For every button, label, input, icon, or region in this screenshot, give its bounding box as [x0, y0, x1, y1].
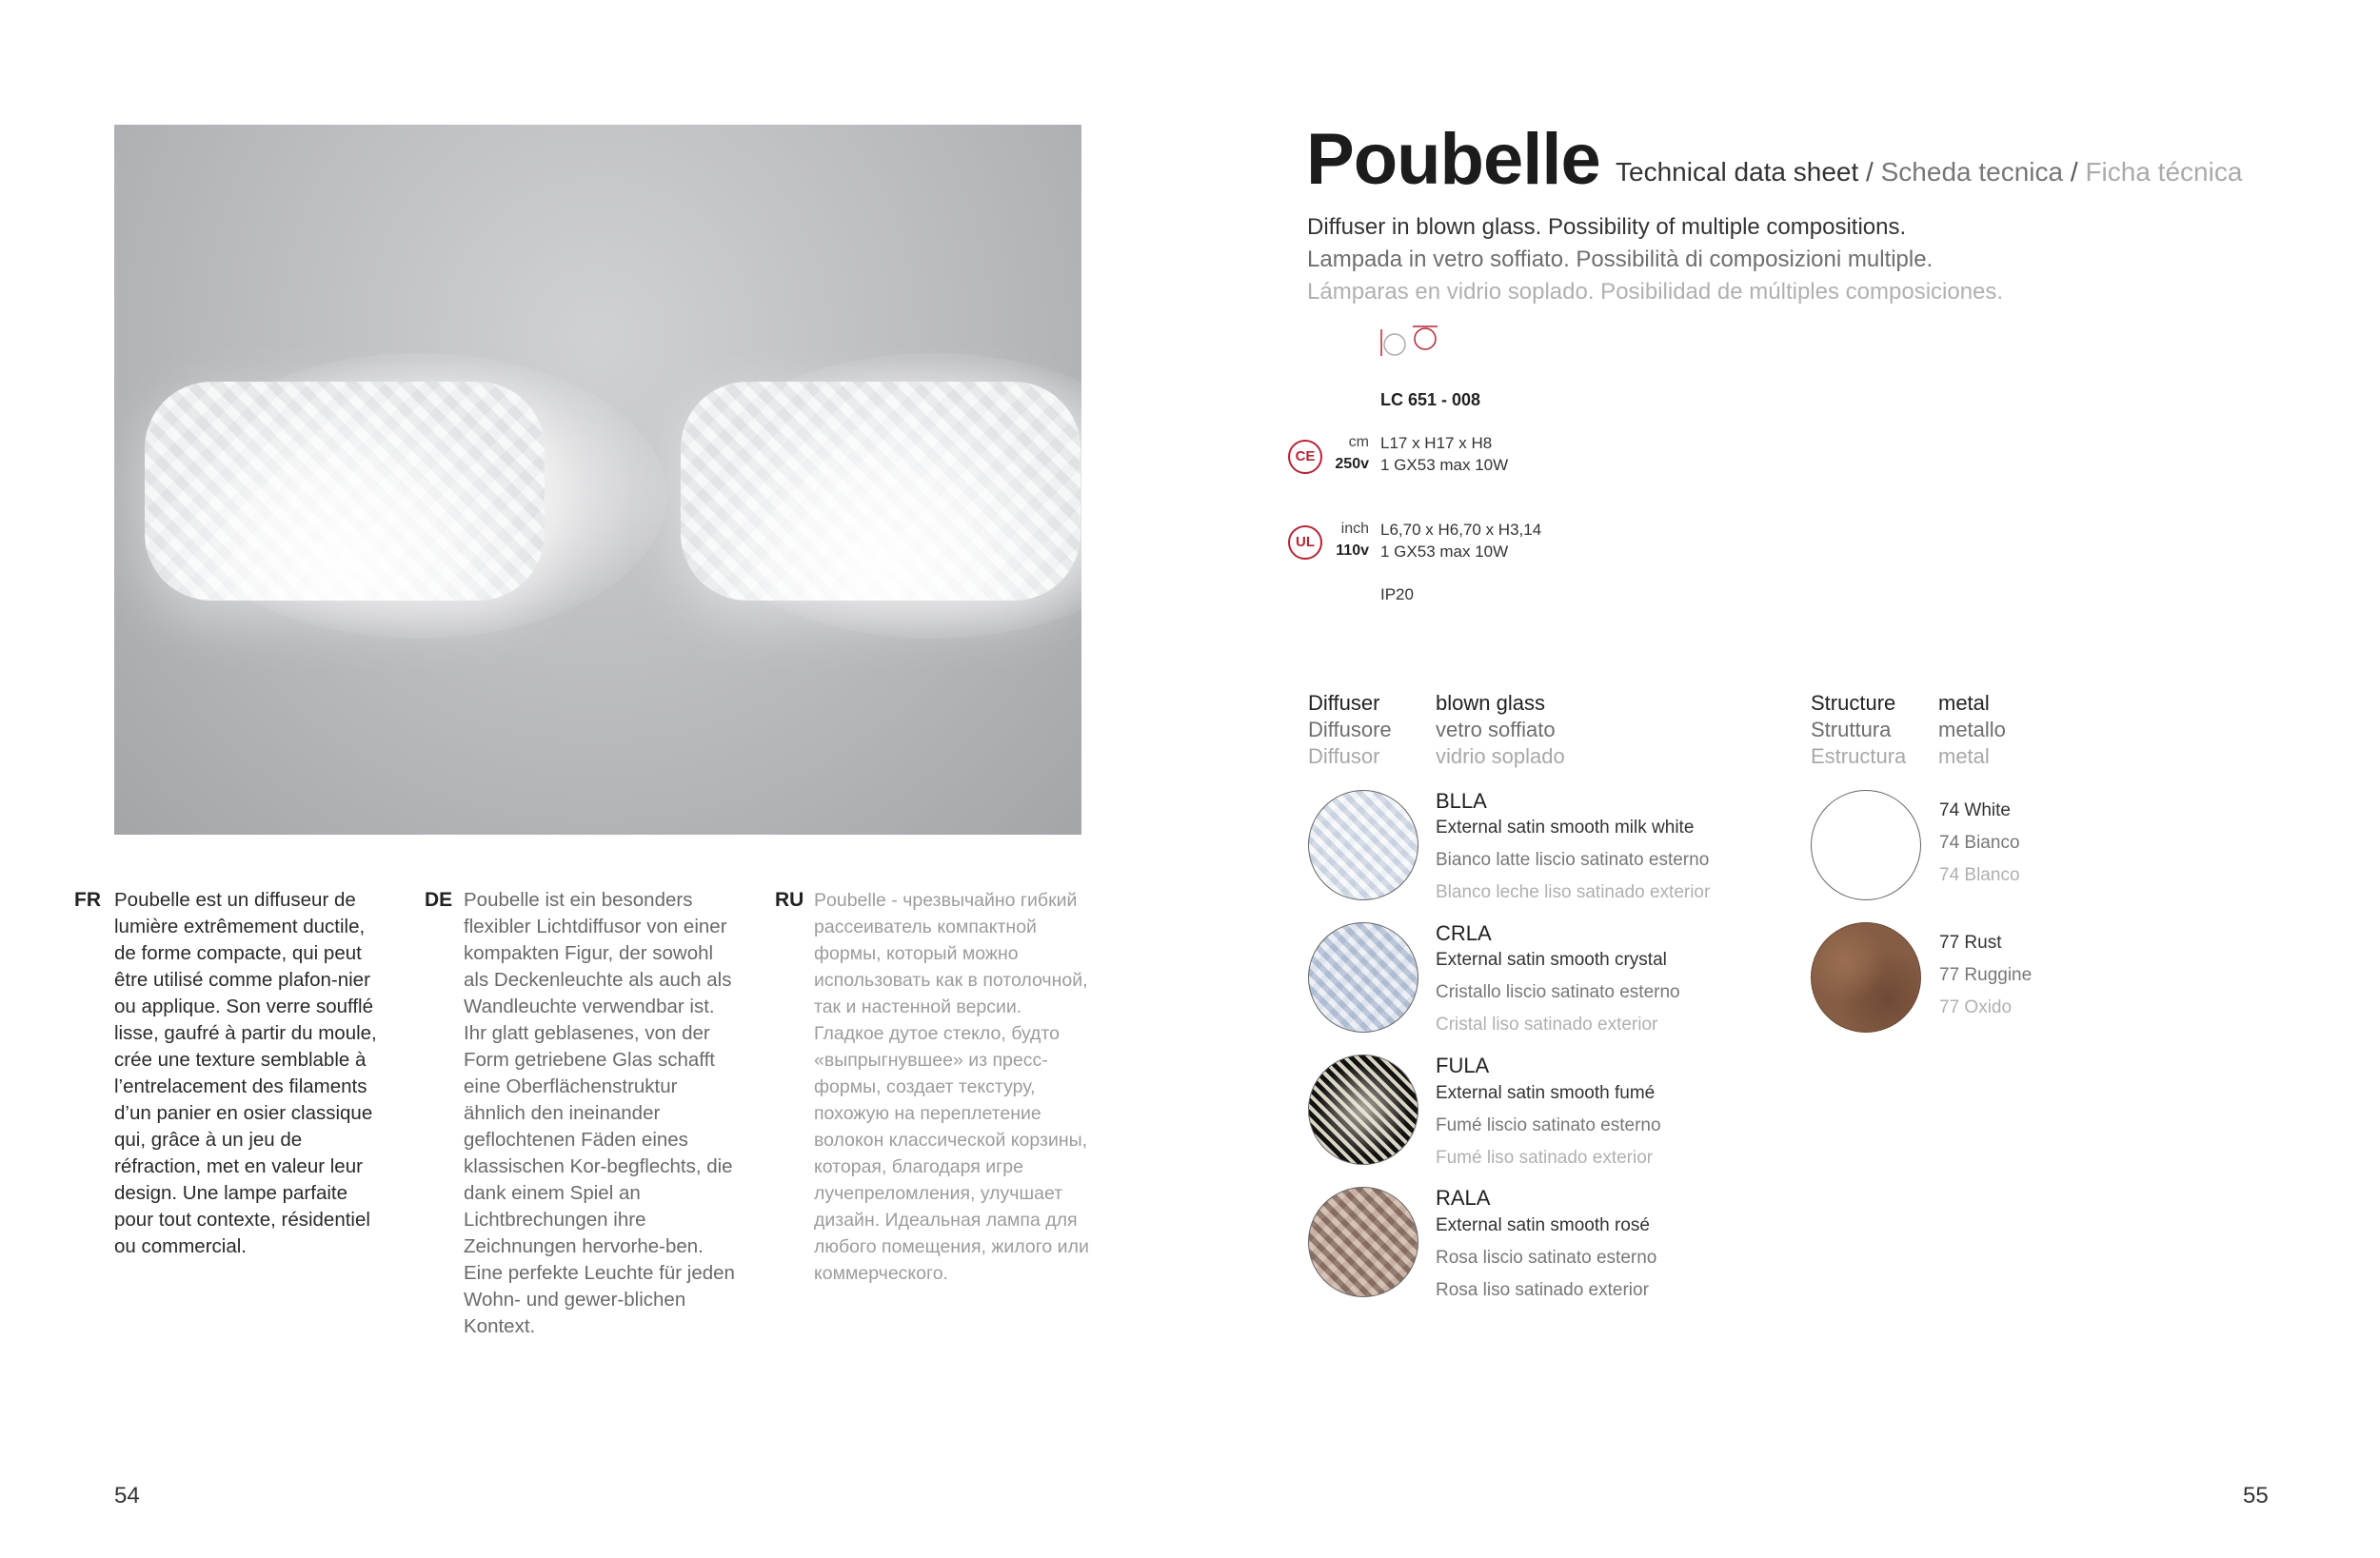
finish-code-crla: CRLA [1436, 921, 1492, 945]
ul-mark-icon: UL [1288, 525, 1322, 560]
eu-lamp: 1 GX53 max 10W [1380, 456, 1509, 474]
eu-unit: cm [1348, 434, 1369, 450]
product-photo [114, 125, 1081, 835]
page-number-left: 54 [114, 1483, 140, 1509]
structure-label-it: Struttura [1811, 718, 1892, 741]
intro-en: Diffuser in blown glass. Possibility of multiple compositions. [1307, 214, 1907, 240]
finish-code-blla: BLLA [1436, 789, 1487, 813]
finish-en-blla: External satin smooth milk white [1436, 818, 1695, 838]
product-code: LC 651 - 008 [1380, 390, 1481, 409]
subtitle-sep-1: / [1858, 157, 1881, 187]
diffuser-label-en: Diffuser [1308, 691, 1380, 715]
finish-code-fula: FULA [1436, 1054, 1490, 1077]
diffuser-material-es: vidrio soplado [1436, 744, 1565, 768]
lang-code-fr: FR [74, 889, 101, 911]
description-fr: Poubelle est un diffuseur de lumière extrêmement ductile, de forme compacte, qui peut être utilisé comme plafon-nier ou applique. Son verre soufflé lisse, gaufré à partir du moule, crée une texture semblable à l’entrelacement des filaments d’un panier en osier classique qui, grâce à un jeu de réfraction, met en valeur leur design. Une lampe parfaite pour tout contexte, résidentiel ou commercial. [114, 889, 377, 1257]
intro [1307, 211, 2003, 308]
finish-it-crla: Cristallo liscio satinato esterno [1436, 982, 1680, 1002]
product-title: Poubelle [1306, 119, 1600, 200]
description-ru: Poubelle - чрезвычайно гибкий рассеиватель компактной формы, который можно использовать как в потолочной, так и настенной версии. Гладкое дутое стекло, будто «выпрыгнувшее» из пресс-формы, создает текстуру, похожую на переплетение волокон классической корзины, которая, благодаря игре лучепреломления, улучшает дизайн. Идеальная лампа для любого помещения, жилого или коммерческого. [814, 890, 1089, 1284]
finish-es-rala: Rosa liso satinado exterior [1436, 1280, 1649, 1300]
subtitle-en: Technical data sheet [1616, 157, 1859, 187]
lamp-left [145, 382, 545, 601]
ce-mark-icon: CE [1288, 440, 1322, 474]
finish-code-rala: RALA [1436, 1186, 1491, 1210]
us-lamp: 1 GX53 max 10W [1380, 542, 1509, 561]
finish-es-fula: Fumé liso satinado exterior [1436, 1148, 1654, 1168]
finish-en-crla: External satin smooth crystal [1436, 950, 1667, 970]
lang-code-de: DE [425, 889, 453, 911]
us-voltage: 110v [1336, 542, 1369, 559]
structure-material-en: metal [1938, 691, 1990, 715]
lang-code-ru: RU [775, 889, 804, 911]
us-unit: inch [1340, 521, 1369, 537]
structure-material-it: metallo [1938, 718, 2006, 741]
structure-finish-es-77: 77 Oxido [1939, 997, 2013, 1017]
page-number-right: 55 [2243, 1483, 2269, 1509]
intro-es: Lámparas en vidrio soplado. Posibilidad de múltiples composiciones. [1307, 279, 2004, 305]
structure-finish-en-77: 77 Rust [1939, 933, 2002, 953]
finish-en-fula: External satin smooth fumé [1436, 1083, 1656, 1103]
structure-material [1938, 690, 2006, 770]
intro-it: Lampada in vetro soffiato. Possibilità di composizioni multiple. [1307, 247, 1934, 272]
subtitle [1616, 157, 2242, 187]
structure-finish-en-74: 74 White [1939, 800, 2011, 820]
swatch-77-rust [1811, 922, 1921, 1033]
diffuser-label-it: Diffusore [1308, 718, 1392, 741]
ceiling-mount-icon [1413, 326, 1438, 349]
diffuser-material-it: vetro soffiato [1436, 718, 1556, 741]
subtitle-it: Scheda tecnica [1880, 157, 2064, 187]
us-dimensions: L6,70 x H6,70 x H3,14 [1380, 521, 1542, 539]
lamp-right [681, 382, 1081, 601]
diffuser-label-es: Diffusor [1308, 744, 1380, 768]
wall-mount-icon [1381, 329, 1405, 356]
finish-es-blla: Blanco leche liso satinado exterior [1436, 882, 1711, 902]
ip-rating: IP20 [1380, 585, 1414, 603]
eu-voltage: 250v [1335, 456, 1369, 472]
diffuser-material [1436, 690, 1565, 770]
structure-finish-es-74: 74 Blanco [1939, 865, 2020, 885]
swatch-rala [1308, 1187, 1418, 1297]
swatch-crla [1308, 922, 1418, 1033]
structure-finish-it-74: 74 Bianco [1939, 833, 2020, 853]
structure-label [1811, 690, 1906, 770]
eu-dimensions: L17 x H17 x H8 [1380, 434, 1493, 452]
swatch-fula [1308, 1055, 1418, 1165]
structure-material-es: metal [1938, 744, 1990, 768]
diffuser-label [1308, 690, 1392, 770]
subtitle-es: Ficha técnica [2085, 157, 2243, 187]
structure-finish-it-77: 77 Ruggine [1939, 965, 2033, 985]
swatch-blla [1308, 790, 1418, 900]
swatch-74-white [1811, 790, 1921, 900]
finish-it-fula: Fumé liscio satinato esterno [1436, 1115, 1661, 1135]
mounting-icons [1378, 324, 1441, 358]
finish-it-rala: Rosa liscio satinato esterno [1436, 1248, 1657, 1268]
finish-en-rala: External satin smooth rosé [1436, 1215, 1650, 1235]
finish-it-blla: Bianco latte liscio satinato esterno [1436, 850, 1710, 870]
diffuser-material-en: blown glass [1436, 691, 1545, 715]
finish-es-crla: Cristal liso satinado exterior [1436, 1015, 1658, 1035]
structure-label-en: Structure [1811, 691, 1896, 715]
subtitle-sep-2: / [2063, 157, 2086, 187]
description-de: Poubelle ist ein besonders flexibler Lichtdiffusor von einer kompakten Figur, der sowohl als Deckenleuchte als auch als Wandleuchte verwendbar ist. Ihr glatt geblasenes, von der Form getriebene Glas schafft eine Oberflächenstruktur ähnlich den ineinander geflochtenen Fäden eines klassischen Kor-begflechts, die dank einem Spiel an Lichtbrechungen ihre Zeichnungen hervorhe-ben. Eine perfekte Leuchte für jeden Wohn- und gewer-blichen Kontext. [464, 889, 735, 1337]
structure-label-es: Estructura [1811, 744, 1907, 768]
